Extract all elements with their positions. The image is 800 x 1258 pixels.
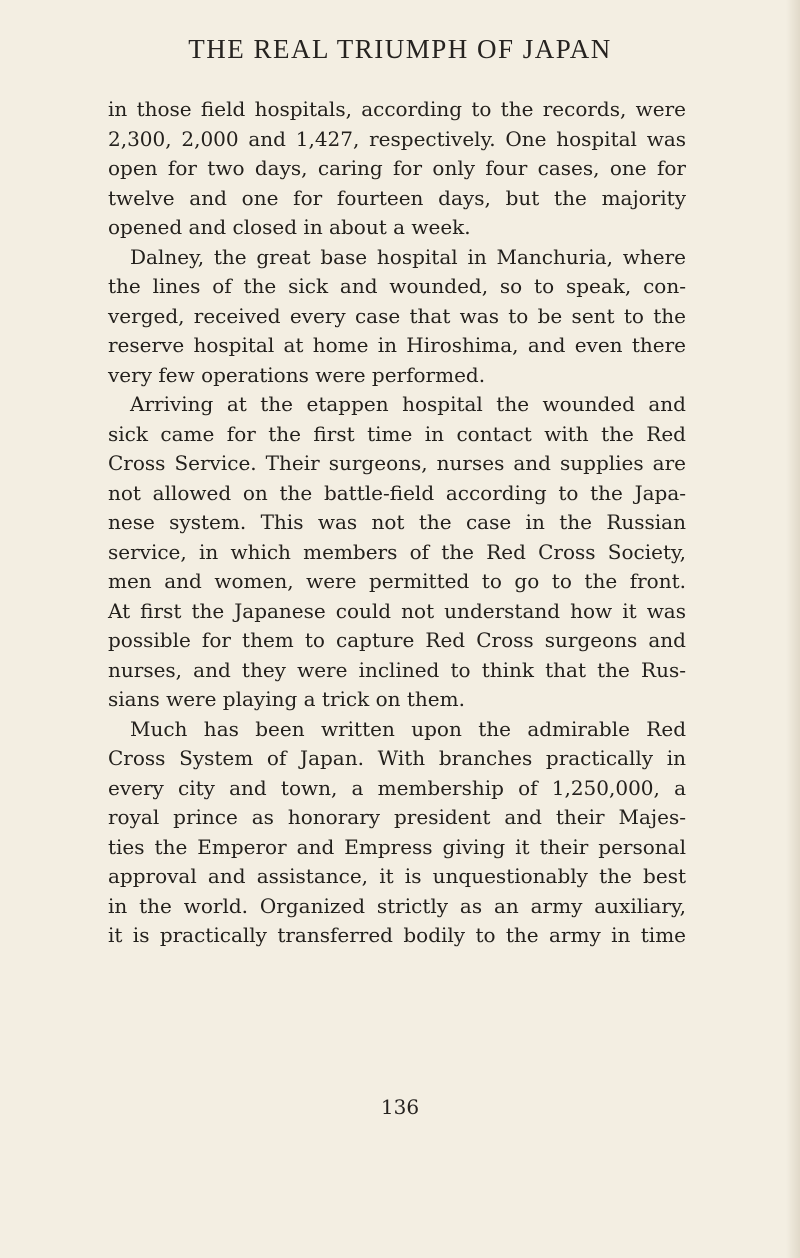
text-line: twelve and one for fourteen days, but the majority [108, 185, 686, 210]
text-line: men and women, were permitted to go to the front. [108, 569, 686, 593]
text-line: very few operations were performed. [108, 362, 486, 387]
text-line: service, in which members of the Red Cross Society, [108, 539, 686, 564]
text-line: approval and assistance, it is unquestionably the best [108, 864, 686, 888]
body-text [108, 95, 686, 951]
text-line: opened and closed in about a week. [108, 215, 471, 239]
text-line: sick came for the first time in contact with the Red [108, 421, 686, 446]
text-line: not allowed on the battle-field according to the Japa- [108, 480, 686, 505]
text-line: Much has been written upon the admirable Red [130, 716, 686, 741]
text-line: ties the Emperor and Empress giving it their personal [108, 834, 686, 859]
text-line: Cross System of Japan. With branches practically in [108, 746, 686, 770]
page-edge-shadow [786, 0, 800, 1258]
page-number: 136 [380, 1095, 420, 1119]
text-line: reserve hospital at home in Hiroshima, and even there [108, 333, 686, 357]
text-line: in the world. Organized strictly as an army auxiliary, [108, 893, 686, 918]
text-line: possible for them to capture Red Cross surgeons and [108, 628, 686, 652]
text-line: At first the Japanese could not understand how it was [108, 598, 686, 623]
text-line: the lines of the sick and wounded, so to speak, con- [108, 274, 686, 298]
text-line: every city and town, a membership of 1,250,000, a [108, 775, 686, 800]
text-line: 2,300, 2,000 and 1,427, respectively. One hospital was [108, 126, 686, 151]
text-line: it is practically transferred bodily to the army in time [108, 923, 686, 947]
text-line: sians were playing a trick on them. [108, 687, 465, 711]
text-line: nese system. This was not the case in the Russian [108, 510, 686, 534]
text-line: open for two days, caring for only four cases, one for [108, 156, 686, 180]
text-line: in those field hospitals, according to the records, were [108, 97, 686, 121]
text-line: Arriving at the etappen hospital the wounded and [130, 392, 686, 416]
text-line: Dalney, the great base hospital in Manchuria, where [130, 244, 686, 269]
text-line: nurses, and they were inclined to think that the Rus- [108, 657, 686, 682]
text-line: royal prince as honorary president and their Majes- [108, 805, 686, 829]
text-line: verged, received every case that was to be sent to the [108, 303, 686, 328]
text-line: Cross Service. Their surgeons, nurses and supplies are [108, 451, 686, 475]
running-head: THE REAL TRIUMPH OF JAPAN [188, 34, 612, 64]
